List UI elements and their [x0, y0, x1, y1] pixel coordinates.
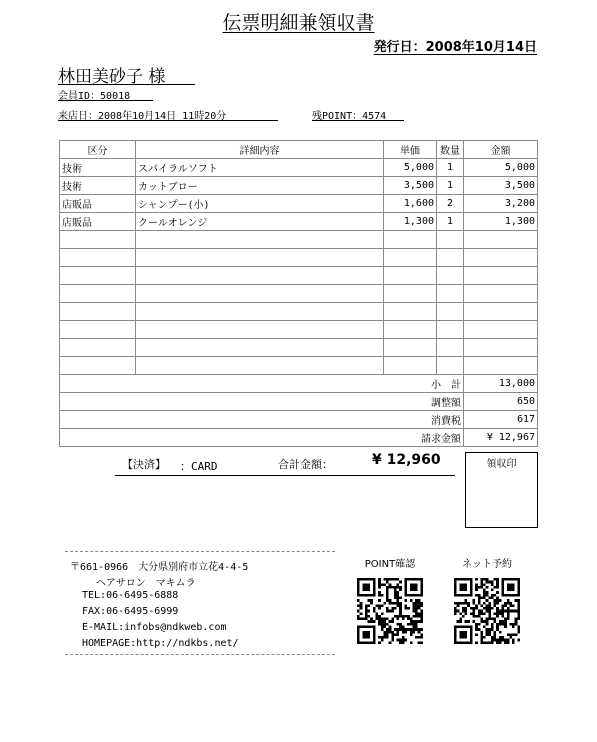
summary-label: 小 計 — [60, 375, 464, 393]
summary-value: 650 — [464, 393, 538, 411]
column-header-amount: 金額 — [464, 141, 538, 159]
table-row — [60, 159, 538, 177]
member-id: 会員ID：50018 — [58, 91, 131, 102]
cell-quantity — [437, 321, 464, 339]
customer-name: 林田美砂子 様 — [58, 67, 166, 87]
payment-method-value: ：CARD — [180, 460, 218, 473]
cell-quantity — [437, 231, 464, 249]
column-header-details: 詳細内容 — [136, 141, 384, 159]
qr-net-reservation-code[interactable] — [454, 578, 520, 644]
summary-value: ¥ 12,967 — [464, 429, 538, 447]
cell-quantity: 1 — [437, 177, 464, 195]
cell-details — [136, 357, 384, 375]
cell-category — [60, 357, 136, 375]
cell-unit-price: 3,500 — [384, 177, 437, 195]
cell-details — [136, 285, 384, 303]
cell-quantity: 2 — [437, 195, 464, 213]
qr-point-code[interactable] — [357, 578, 423, 644]
column-header-unit-price: 単価 — [384, 141, 437, 159]
payment-method-label: 【決済】 — [122, 458, 166, 471]
summary-row — [60, 429, 538, 447]
cell-amount — [464, 357, 538, 375]
cell-amount: 5,000 — [464, 159, 538, 177]
cell-unit-price — [384, 231, 437, 249]
cell-quantity: 1 — [437, 159, 464, 177]
summary-row — [60, 411, 538, 429]
cell-quantity — [437, 249, 464, 267]
table-row — [60, 321, 538, 339]
remaining-points: 残POINT：4574 — [312, 111, 387, 122]
cell-details — [136, 339, 384, 357]
table-header-row — [60, 141, 538, 159]
cell-quantity — [437, 303, 464, 321]
cell-amount — [464, 231, 538, 249]
cell-unit-price — [384, 303, 437, 321]
column-header-category: 区分 — [60, 141, 136, 159]
cell-amount: 3,200 — [464, 195, 538, 213]
cell-details: シャンプー(小) — [136, 195, 384, 213]
cell-amount — [464, 267, 538, 285]
summary-value: 13,000 — [464, 375, 538, 393]
payment-underline — [115, 475, 455, 476]
table-row — [60, 249, 538, 267]
cell-details — [136, 231, 384, 249]
items-table — [59, 140, 538, 447]
cell-unit-price — [384, 285, 437, 303]
table-row — [60, 177, 538, 195]
cell-unit-price — [384, 267, 437, 285]
cell-category — [60, 285, 136, 303]
summary-label: 調整額 — [60, 393, 464, 411]
cell-details: スパイラルソフト — [136, 159, 384, 177]
cell-category: 技術 — [60, 159, 136, 177]
shop-info-top-divider — [65, 551, 335, 552]
cell-details — [136, 303, 384, 321]
cell-category — [60, 231, 136, 249]
cell-amount — [464, 303, 538, 321]
cell-category — [60, 267, 136, 285]
cell-category: 店販品 — [60, 213, 136, 231]
points-underline — [312, 120, 404, 121]
receipt-stamp-label: 領収印 — [486, 459, 517, 470]
member-underline — [58, 100, 153, 101]
shop-name: ヘアサロン マキムラ — [96, 578, 196, 589]
shop-email: E-MAIL:infobs@ndkweb.com — [82, 622, 227, 633]
cell-details: カットブロー — [136, 177, 384, 195]
table-row — [60, 357, 538, 375]
qr-net-label: ネット予約 — [462, 559, 512, 570]
table-row — [60, 231, 538, 249]
cell-quantity — [437, 267, 464, 285]
cell-category: 店販品 — [60, 195, 136, 213]
cell-amount — [464, 321, 538, 339]
summary-label: 消費税 — [60, 411, 464, 429]
table-row — [60, 267, 538, 285]
cell-unit-price: 1,600 — [384, 195, 437, 213]
cell-amount: 3,500 — [464, 177, 538, 195]
cell-quantity — [437, 339, 464, 357]
summary-label: 請求金額 — [60, 429, 464, 447]
cell-unit-price — [384, 321, 437, 339]
summary-row — [60, 375, 538, 393]
cell-quantity: 1 — [437, 213, 464, 231]
issue-date: 発行日：2008年10月14日 — [373, 40, 537, 55]
visit-underline — [58, 120, 278, 121]
cell-unit-price: 5,000 — [384, 159, 437, 177]
shop-address: 〒661-0966 大分県別府市立花4-4-5 — [70, 562, 249, 573]
shop-info-bottom-divider — [65, 654, 335, 655]
table-row — [60, 285, 538, 303]
table-row — [60, 213, 538, 231]
table-body — [60, 159, 538, 375]
cell-category — [60, 339, 136, 357]
cell-details: クールオレンジ — [136, 213, 384, 231]
cell-quantity — [437, 357, 464, 375]
cell-category — [60, 321, 136, 339]
cell-details — [136, 249, 384, 267]
customer-underline — [58, 84, 195, 85]
cell-amount — [464, 285, 538, 303]
shop-tel: TEL:06-6495-6888 — [82, 590, 179, 601]
shop-homepage: HOMEPAGE:http://ndkbs.net/ — [82, 638, 239, 649]
summary-value: 617 — [464, 411, 538, 429]
cell-unit-price: 1,300 — [384, 213, 437, 231]
cell-details — [136, 321, 384, 339]
cell-category — [60, 249, 136, 267]
column-header-quantity: 数量 — [437, 141, 464, 159]
table-row — [60, 339, 538, 357]
summary-body — [60, 375, 538, 447]
shop-fax: FAX:06-6495-6999 — [82, 606, 179, 617]
qr-point-label: POINT確認 — [364, 559, 416, 570]
document-title: 伝票明細兼領収書 — [222, 12, 375, 34]
table-row — [60, 303, 538, 321]
cell-unit-price — [384, 339, 437, 357]
cell-quantity — [437, 285, 464, 303]
cell-category: 技術 — [60, 177, 136, 195]
cell-unit-price — [384, 249, 437, 267]
visit-datetime: 来店日：2008年10月14日 11時20分 — [58, 111, 227, 122]
cell-unit-price — [384, 357, 437, 375]
total-amount: ¥ 12,960 — [372, 452, 441, 468]
summary-row — [60, 393, 538, 411]
table-row — [60, 195, 538, 213]
cell-amount — [464, 249, 538, 267]
cell-amount — [464, 339, 538, 357]
cell-category — [60, 303, 136, 321]
cell-details — [136, 267, 384, 285]
cell-amount: 1,300 — [464, 213, 538, 231]
total-label: 合計金額： — [278, 458, 333, 471]
